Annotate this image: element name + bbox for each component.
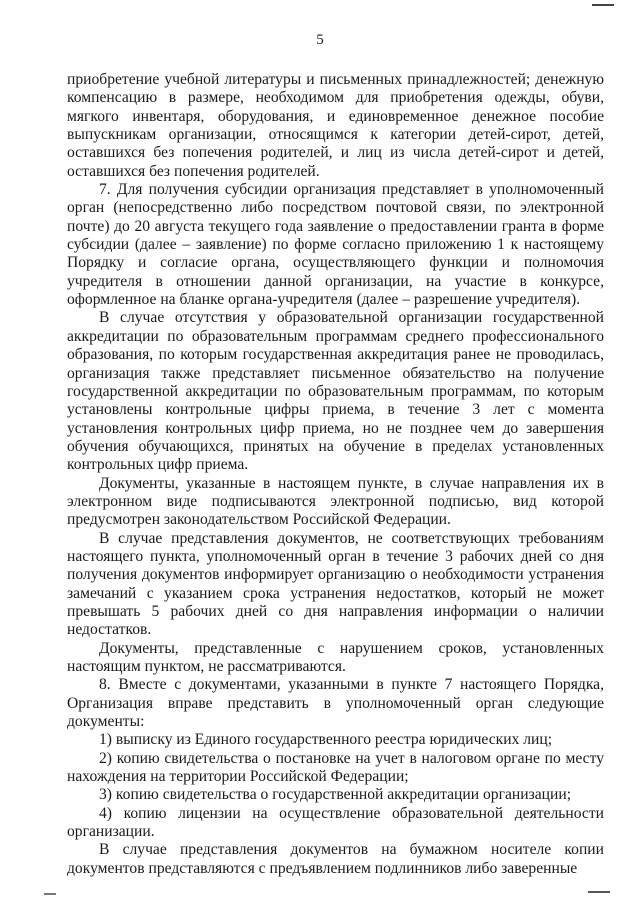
paragraph: 7. Для получения субсидии организация представляет в уполномоченный орган (непосредственно либо посредством почтовой связи, по электронной почте) до 20 августа текущего года заявление о предоставлении гранта в форме субсидии (далее – заявление) по форме согласно приложению 1 к настоящему Порядку и согласие органа, осуществляющего функции и полномочия учредителя в отношении данной организации, на участие в конкурсе, оформленное на бланке органа-учредителя (далее – разрешение учредителя). [67, 181, 604, 309]
list-item: 3) копию свидетельства о государственной аккредитации организации; [99, 786, 572, 804]
list-item: 1) выписку из Единого государственного реестра юридических лиц; [99, 731, 553, 749]
paragraph: Документы, указанные в настоящем пункте, в случае направления их в электронном виде подписываются электронной подписью, вид которой предусмотрен законодательством Российской Федерации. [67, 474, 604, 529]
paragraph: В случае представления документов на бумажном носителе копии документов представляются с предъявлением подлинников либо заверенные [67, 841, 604, 877]
document-body [67, 71, 604, 878]
paragraph: 8. Вместе с документами, указанными в пункте 7 настоящего Порядка, Организация вправе представить в уполномоченный орган следующие документы: [67, 676, 604, 731]
list-item: 2) копию свидетельства о постановке на учет в налоговом органе по месту нахождения на территории Российской Федерации; [67, 749, 604, 786]
list-item: 4) копию лицензии на осуществление образовательной деятельности организации. [67, 804, 604, 841]
page-number: 5 [316, 32, 324, 48]
scan-artifact-top [592, 4, 614, 6]
scan-artifact-bottom-left [44, 893, 56, 895]
scan-artifact-bottom-right [588, 891, 610, 893]
paragraph: Документы, представленные с нарушением сроков, установленных настоящим пунктом, не рассматриваются. [67, 639, 604, 675]
paragraph: приобретение учебной литературы и письменных принадлежностей; денежную компенсацию в размере, необходимом для приобретения одежды, обуви, мягкого инвентаря, оборудования, и единовременное денежное пособие выпускникам организации, относящимся к категории детей-сирот, детей, оставшихся без попечения родителей, и лиц из числа детей-сирот и детей, оставшихся без попечения родителей. [67, 71, 604, 180]
paragraph: В случае представления документов, не соответствующих требованиям настоящего пункта, уполномоченный орган в течение 3 рабочих дней со дня получения документов информирует организацию о необходимости устранения замечаний с указанием срока устранения недостатков, который не может превышать 5 рабочих дней со дня направления информации о наличии недостатков. [67, 529, 604, 639]
paragraph: В случае отсутствия у образовательной организации государственной аккредитации по образовательным программам среднего профессионального образования, по которым государственная аккредитация ранее не проводилась, организация также представляет письменное обязательство на получение государственной аккредитации по образовательным программам, по которым установлены контрольные цифры приема, в течение 3 лет с момента установления контрольных цифр приема, но не позднее чем до завершения обучения обучающихся, принятых на обучение в пределах установленных контрольных цифр приема. [67, 309, 604, 474]
